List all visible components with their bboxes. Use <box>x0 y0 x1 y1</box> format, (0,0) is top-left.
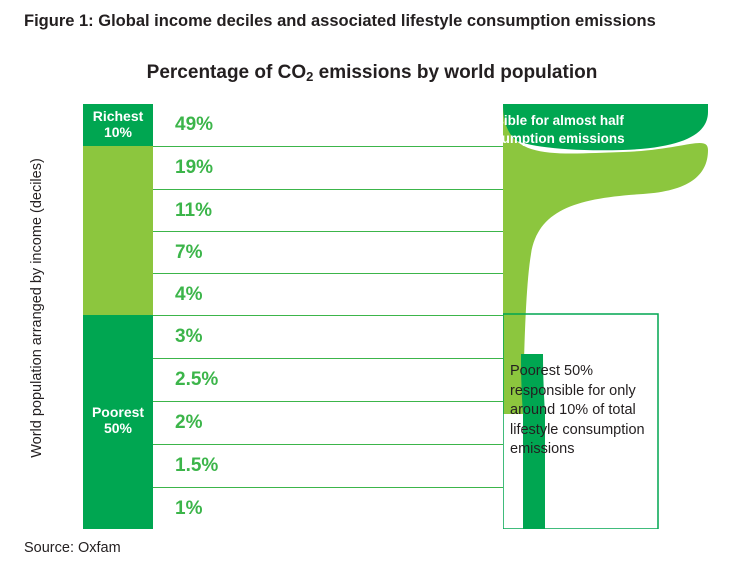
chart-plot-area <box>83 104 708 529</box>
value-cell <box>153 444 503 487</box>
value-label: 49% <box>175 114 214 135</box>
table-row <box>83 273 503 315</box>
group-label-richest-line1: Richest <box>92 108 144 124</box>
table-row <box>83 444 503 487</box>
chart-title-subscript: 2 <box>306 69 314 84</box>
value-label: 2.5% <box>175 369 219 390</box>
value-label: 11% <box>175 199 212 221</box>
chart-title <box>0 62 744 84</box>
value-cell <box>153 231 503 273</box>
value-label: 4% <box>175 283 203 305</box>
value-cell <box>153 273 503 315</box>
table-row <box>83 231 503 273</box>
source-note: Source: Oxfam <box>24 540 121 556</box>
value-label: 3% <box>175 326 203 347</box>
group-label-poorest-line1: Poorest <box>91 404 145 420</box>
value-label: 7% <box>175 241 203 263</box>
value-cell <box>153 401 503 444</box>
value-cell <box>153 189 503 231</box>
value-cell <box>153 146 503 189</box>
chart-title-part1: Percentage of CO <box>146 62 307 83</box>
value-cell <box>153 487 503 529</box>
figure-title: Figure 1: Global income deciles and associated lifestyle consumption emissions <box>24 12 656 30</box>
chart-title-part2: emissions by world population <box>313 62 598 83</box>
y-axis-label: World population arranged by income (deciles) <box>29 158 45 458</box>
decile-rows <box>83 104 503 529</box>
group-label-poorest-line2: 50% <box>103 420 133 437</box>
table-row <box>83 315 503 358</box>
value-cell <box>153 315 503 358</box>
value-cell <box>153 358 503 401</box>
annotation-richest: Richest 10% responsible for almost half of total lifestyle consumption emissions <box>367 113 625 146</box>
table-row <box>83 189 503 231</box>
table-row <box>83 401 503 444</box>
table-row <box>83 146 503 189</box>
annotation-poorest: Poorest 50% responsible for only around 10% of total lifestyle consumption emissions <box>510 363 645 458</box>
value-label: 1.5% <box>175 455 219 476</box>
value-label: 19% <box>175 157 214 178</box>
value-label: 1% <box>175 497 203 519</box>
table-row <box>83 358 503 401</box>
table-row <box>83 487 503 529</box>
value-label: 2% <box>175 412 203 433</box>
group-label-richest-line2: 10% <box>103 124 133 141</box>
